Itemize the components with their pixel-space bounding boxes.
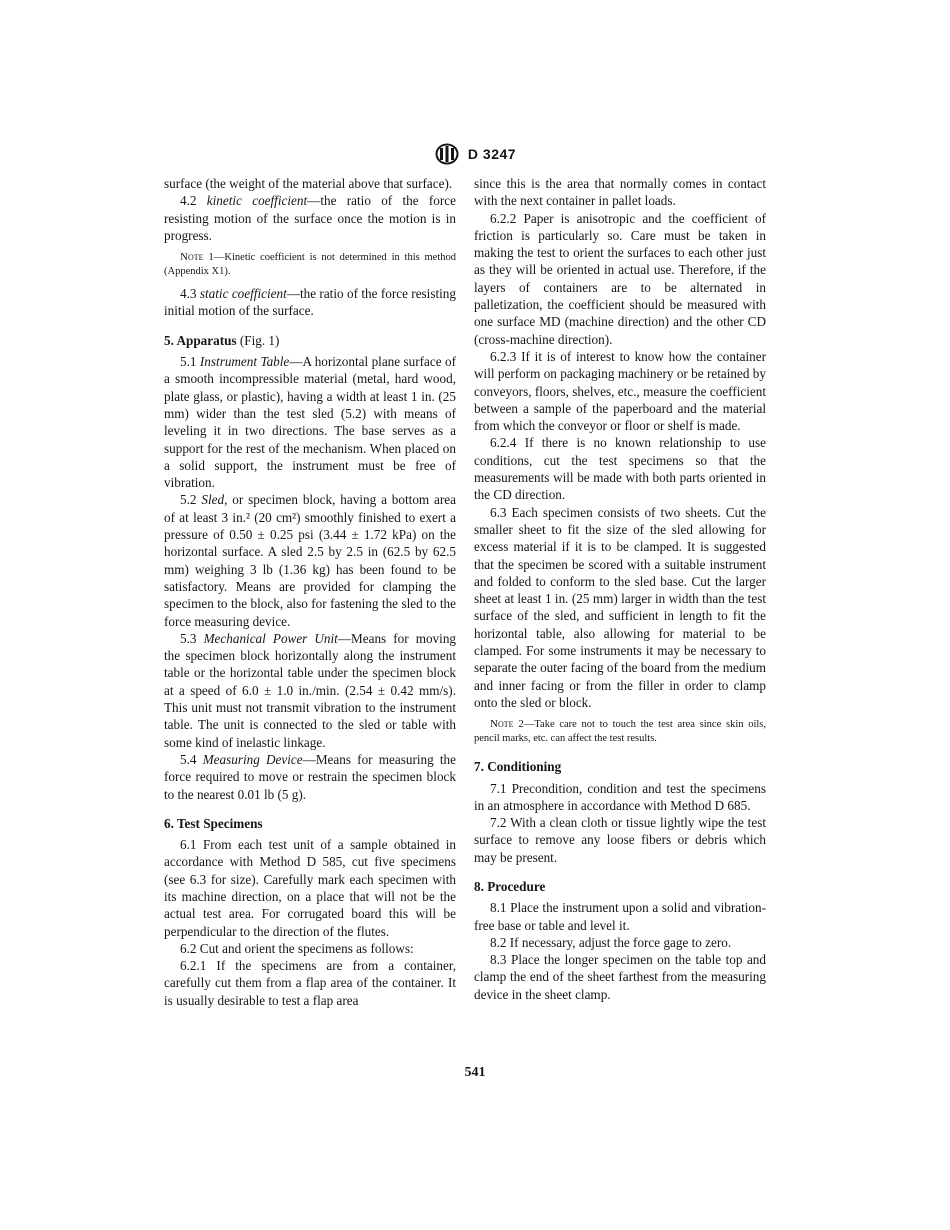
heading-apparatus [164,332,456,349]
paragraph-6-2-1: 6.2.1 If the specimens are from a container, carefully cut them from a flap area of the container. It is usually desirable to test a flap area [164,958,456,1008]
page-header [0,143,950,165]
section-number: 4.2 [180,193,207,209]
paragraph-5-1 [164,353,456,491]
section-number: 5.2 [180,492,202,508]
left-column [164,175,456,1009]
paragraph-5-2 [164,491,456,629]
paragraph-7-2: 7.2 With a clean cloth or tissue lightly wipe the test surface to remove any loose fibers or debris which may be present. [474,815,766,865]
paragraph-6-1: 6.1 From each test unit of a sample obtained in accordance with Method D 585, cut five specimens (see 6.3 for size). Carefully mark each specimen with its machine direction, on a place that will not be the actual test area. For corrugated board this will be perpendicular to the direction of the flutes. [164,837,456,939]
note-text: —Take care not to touch the test area since skin oils, pencil marks, etc. can affect the test results. [474,719,767,745]
paragraph-6-2-3: 6.2.3 If it is of interest to know how the container will perform on packaging machinery or be retained by conveyors, floors, shelves, etc., measure the coefficient between a sample of the paperboard and the material from which the conveyor or floor or shelf is made. [474,348,766,434]
section-number: 5.4 [180,751,203,767]
heading-test-specimens: 6. Test Specimens [164,815,263,831]
term-measuring-device: Measuring Device [202,751,303,767]
term-sled: Sled, [201,492,228,508]
note-label: Note 2 [490,718,524,731]
paragraph-7-1: 7.1 Precondition, condition and test the specimens in an atmosphere in accordance with Method D 685. [474,780,766,813]
paragraph-5-3 [164,630,456,751]
astm-logo-icon [434,143,460,165]
heading-text: 5. Apparatus [164,332,237,348]
section-number: 4.3 [180,286,200,302]
paragraph-8-1: 8.1 Place the instrument upon a solid and vibration-free base or table and level it. [474,900,766,933]
definition-text: —the ratio of the force resisting motion of the surface once the motion is in progress. [164,193,456,243]
paragraph-8-3: 8.3 Place the longer specimen on the table top and clamp the end of the sheet farthest from the measuring device in the sheet clamp. [474,952,766,1002]
paragraph-4-3 [164,285,456,320]
note-label: Note 1 [180,251,214,264]
page-number: 541 [464,1065,486,1080]
note-2 [474,717,766,746]
paragraph-text: —Means for moving the specimen block horizontally along the instrument table or the horizontal table under the specimen block at a speed of 6.0 ± 1.0 in./min. (2.54 ± 0.42 mm/s). This unit must not transmit vibration to the instrument table. The unit is connected to the sled or table with some kind of inelastic linkage. [164,630,457,750]
term-mechanical-power-unit: Mechanical Power Unit [203,630,338,646]
heading-procedure: 8. Procedure [474,878,546,894]
right-column [474,175,766,1003]
section-number: 5.3 [180,630,204,646]
paragraph-6-2: 6.2 Cut and orient the specimens as follows: [180,940,414,956]
paragraph-5-4 [164,751,456,803]
paragraph-text: or specimen block, having a bottom area of at least 3 in.² (20 cm²) smoothly finished to exert a pressure of 0.50 ± 0.25 psi (3.44 ± 1.72 kPa) on the horizontal surface. A sled 2.5 by 2.5 in (62.5 by 62.5 mm) weighing 3 lb (1.36 kg) has been found to be satisfactory. Means are provided for clamping the specimen to the block, also for fastening the sled to the force measuring device. [164,492,457,629]
term-instrument-table: Instrument Table [199,354,290,370]
paragraph-text: —Means for measuring the force required to move or restrain the specimen block to the nearest 0.01 lb (5 g). [164,751,456,802]
section-number: 5.1 [180,354,200,370]
paragraph-text: —A horizontal plane surface of a smooth incompressible material (metal, hard wood, plate glass, or plastic), having a width at least 1 in. (25 mm) wider than the test sled (5.2) with means of leveling it in two directions. The base serves as a support for the rest of the mechanism. When placed on a solid support, the instrument must be free of vibration. [164,354,457,491]
note-text: —Kinetic coefficient is not determined in this method (Appendix X1). [164,252,456,278]
paragraph-continuation: surface (the weight of the material above that surface). [164,176,453,191]
term-static-coefficient: static coefficient [199,286,287,302]
paragraph-6-3: 6.3 Each specimen consists of two sheets. Cut the smaller sheet to fit the size of the sled allowing for excess material if it is to be clamped. It is suggested that the specimen be scored with a suitable instrument and folded to conform to the sled base. Cut the larger sheet at least 1 in. (25 mm) larger in width than the test surface of the sled, and sufficient in length to fit the horizontal table, also allowing for material to be clamped. For some instruments it may be necessary to separate the outer facing of the board from the medium and inner facing or from the filler in order to clamp onto the sled or block. [474,504,766,710]
term-kinetic-coefficient: kinetic coefficient [206,193,308,209]
note-1 [164,250,456,279]
paragraph-6-2-2: 6.2.2 Paper is anisotropic and the coefficient of friction is particularly so. Care must be taken in making the test to orient the surfaces to each other just as they will be oriented in actual use. Therefore, if the layers of containers are to be alternated in palletization, the coefficient should be measured with one surface MD (machine direction) and the other CD (cross-machine direction). [474,210,766,347]
paragraph-4-2 [164,192,456,244]
heading-conditioning: 7. Conditioning [474,759,562,775]
paragraph-continuation: since this is the area that normally comes in contact with the next container in pallet loads. [474,176,766,209]
figure-reference: (Fig. 1) [236,332,280,348]
document-number: D 3247 [467,146,517,162]
definition-text: —the ratio of the force resisting initial motion of the surface. [164,286,456,319]
paragraph-6-2-4: 6.2.4 If there is no known relationship to use conditions, cut the test specimens so that the measurements will be made with both parts oriented in the CD direction. [474,435,766,503]
paragraph-8-2: 8.2 If necessary, adjust the force gage to zero. [490,934,732,950]
